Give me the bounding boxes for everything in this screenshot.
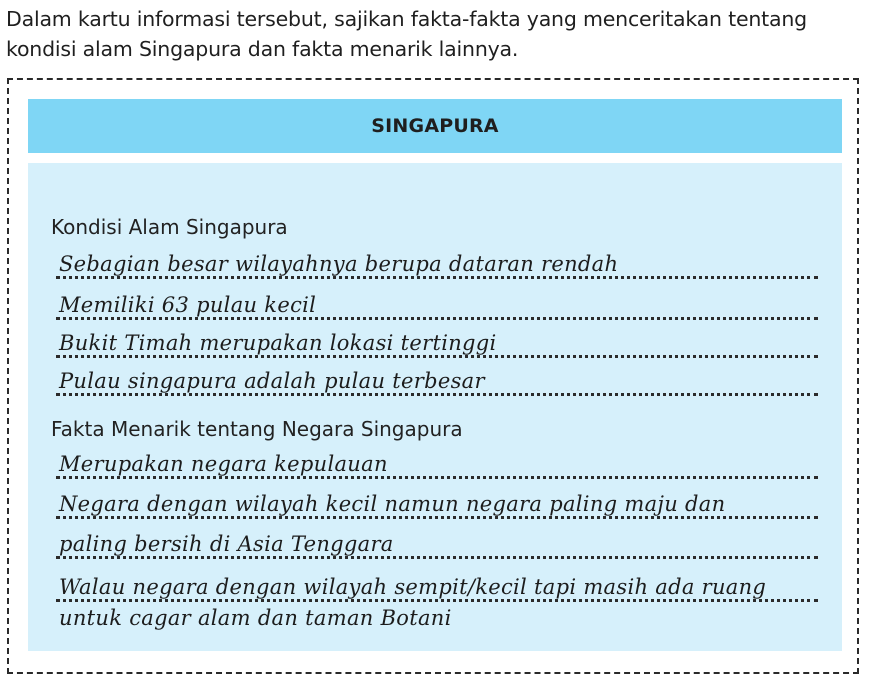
- card-header: [28, 99, 842, 153]
- answer-line[interactable]: [56, 486, 818, 519]
- instruction-line-1: Dalam kartu informasi tersebut, sajikan fakta-fakta yang menceritakan tentang: [6, 7, 807, 31]
- answer-line[interactable]: [56, 446, 818, 479]
- handwritten-answer: Bukit Timah merupakan lokasi tertinggi: [59, 331, 497, 355]
- handwritten-answer: Walau negara dengan wilayah sempit/kecil tapi masih ada ruang: [59, 575, 767, 599]
- handwritten-answer: untuk cagar alam dan taman Botani: [59, 606, 452, 630]
- handwritten-answer: Sebagian besar wilayahnya berupa dataran rendah: [59, 252, 619, 276]
- handwritten-answer: Merupakan negara kepulauan: [59, 452, 388, 476]
- handwritten-answer: paling bersih di Asia Tenggara: [59, 532, 394, 556]
- answer-line[interactable]: [56, 569, 818, 602]
- handwritten-answer: Memiliki 63 pulau kecil: [59, 293, 317, 317]
- answer-line[interactable]: [56, 526, 818, 559]
- card-title: SINGAPURA: [371, 115, 499, 137]
- section-heading-kondisi-alam: Kondisi Alam Singapura: [51, 215, 288, 239]
- handwritten-answer: Pulau singapura adalah pulau terbesar: [59, 369, 485, 393]
- section-heading-fakta-menarik: Fakta Menarik tentang Negara Singapura: [51, 417, 463, 441]
- instruction-text: [6, 4, 876, 64]
- answer-line[interactable]: [56, 246, 818, 279]
- answer-line-continuation[interactable]: [56, 600, 818, 630]
- answer-line[interactable]: [56, 363, 818, 396]
- handwritten-answer: Negara dengan wilayah kecil namun negara paling maju dan: [59, 492, 726, 516]
- answer-line[interactable]: [56, 287, 818, 320]
- instruction-line-2: kondisi alam Singapura dan fakta menarik lainnya.: [6, 37, 519, 61]
- answer-line[interactable]: [56, 325, 818, 358]
